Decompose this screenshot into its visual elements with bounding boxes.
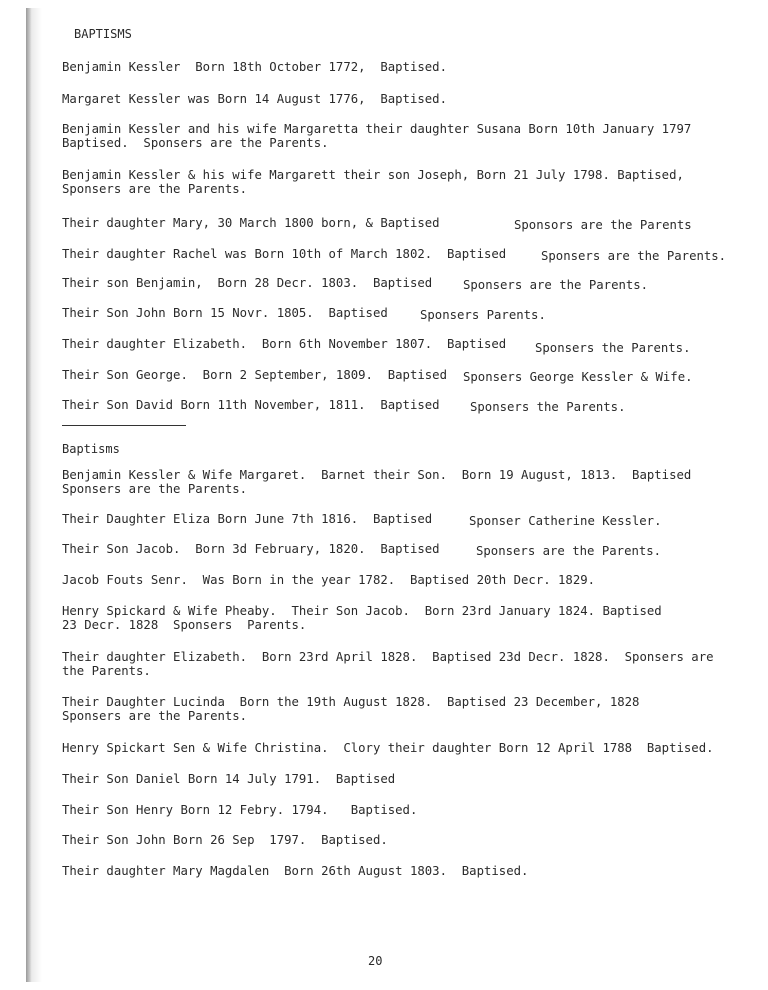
heading-baptisms: BAPTISMS bbox=[74, 27, 132, 41]
record-line: Their Daughter Eliza Born June 7th 1816. Baptised bbox=[62, 512, 433, 526]
record-line: Their Son George. Born 2 September, 1809. Baptised bbox=[62, 368, 447, 382]
sponsor-note: Sponsers the Parents. bbox=[535, 341, 691, 355]
record-line: Their son Benjamin, Born 28 Decr. 1803. Baptised bbox=[62, 276, 433, 290]
record-line: the Parents. bbox=[62, 664, 151, 678]
record-line: Their daughter Elizabeth. Born 6th November 1807. Baptised bbox=[62, 337, 507, 351]
record-line: Their daughter Mary, 30 March 1800 born, & Baptised bbox=[62, 216, 440, 230]
sponsor-note: Sponsers are the Parents. bbox=[541, 249, 727, 263]
record-line: Their Son David Born 11th November, 1811. Baptised bbox=[62, 398, 440, 412]
record-line: Their daughter Mary Magdalen Born 26th August 1803. Baptised. bbox=[62, 864, 529, 878]
record-line: Their daughter Rachel was Born 10th of March 1802. Baptised bbox=[62, 247, 507, 261]
record-line: Jacob Fouts Senr. Was Born in the year 1782. Baptised 20th Decr. 1829. bbox=[62, 573, 596, 587]
record-line: Their Son Daniel Born 14 July 1791. Baptised bbox=[62, 772, 396, 786]
sponsor-note: Sponsers are the Parents. bbox=[476, 544, 662, 558]
record-line: Sponsers are the Parents. bbox=[62, 482, 248, 496]
record-line: Their Son John Born 26 Sep 1797. Baptised. bbox=[62, 833, 388, 847]
record-line: Their Daughter Lucinda Born the 19th August 1828. Baptised 23 December, 1828 bbox=[62, 695, 640, 709]
record-line: 23 Decr. 1828 Sponsers Parents. bbox=[62, 618, 307, 632]
record-line: Their Son John Born 15 Novr. 1805. Baptised bbox=[62, 306, 388, 320]
record-line: Sponsers are the Parents. bbox=[62, 709, 248, 723]
sponsor-note: Sponsers the Parents. bbox=[470, 400, 626, 414]
section-divider bbox=[62, 425, 186, 426]
record-line: Benjamin Kessler & Wife Margaret. Barnet their Son. Born 19 August, 1813. Baptised bbox=[62, 468, 692, 482]
heading-baptisms-2: Baptisms bbox=[62, 442, 120, 456]
record-line: Benjamin Kessler & his wife Margarett their son Joseph, Born 21 July 1798. Baptised, bbox=[62, 168, 684, 182]
record-line: Henry Spickart Sen & Wife Christina. Clory their daughter Born 12 April 1788 Baptised. bbox=[62, 741, 714, 755]
sponsor-note: Sponsers Parents. bbox=[420, 308, 546, 322]
sponsor-note: Sponsers George Kessler & Wife. bbox=[463, 370, 693, 384]
record-line: Their Son Henry Born 12 Febry. 1794. Baptised. bbox=[62, 803, 418, 817]
sponsor-note: Sponser Catherine Kessler. bbox=[469, 514, 662, 528]
sponsor-note: Sponsors are the Parents bbox=[514, 218, 692, 232]
page-number: 20 bbox=[368, 954, 383, 968]
record-line: Margaret Kessler was Born 14 August 1776, Baptised. bbox=[62, 92, 447, 106]
binding-shadow bbox=[32, 8, 42, 982]
record-line: Their daughter Elizabeth. Born 23rd April 1828. Baptised 23d Decr. 1828. Sponsers are bbox=[62, 650, 714, 664]
record-line: Henry Spickard & Wife Pheaby. Their Son Jacob. Born 23rd January 1824. Baptised bbox=[62, 604, 662, 618]
record-line: Benjamin Kessler Born 18th October 1772, Baptised. bbox=[62, 60, 447, 74]
sponsor-note: Sponsers are the Parents. bbox=[463, 278, 649, 292]
record-line: Benjamin Kessler and his wife Margaretta their daughter Susana Born 10th January 1797 bbox=[62, 122, 692, 136]
record-line: Their Son Jacob. Born 3d February, 1820. Baptised bbox=[62, 542, 440, 556]
record-line: Sponsers are the Parents. bbox=[62, 182, 248, 196]
record-line: Baptised. Sponsers are the Parents. bbox=[62, 136, 329, 150]
